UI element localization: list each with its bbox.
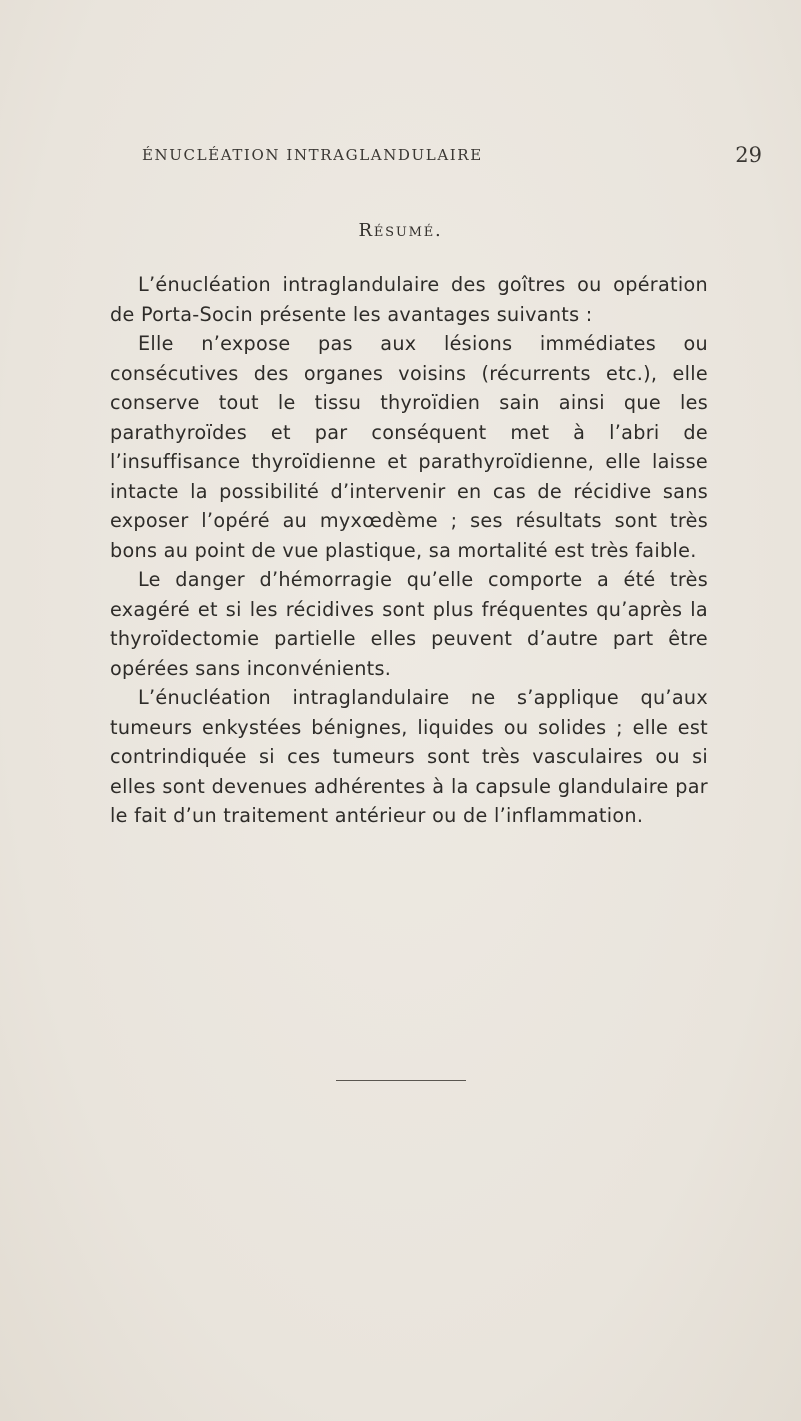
body-text [110,270,708,831]
section-title: Résumé. [358,220,443,241]
running-head-title: ÉNUCLÉATION INTRAGLANDULAIRE [142,146,483,164]
paragraph: L’énucléation intraglandulaire ne s’applique qu’aux tumeurs enkystées bénignes, liquides ou solides ; elle est contrindiquée si ces tumeurs sont très vasculaires ou si elles sont devenues adhérentes à la capsule glandulaire par le fait d’un traitement antérieur ou de l’inflammation. [110,686,708,827]
running-head [142,143,762,170]
end-rule [336,1080,466,1081]
page-number: 29 [735,143,762,167]
paragraph: L’énucléation intraglandulaire des goîtres ou opération de Porta-Socin présente les avantages suivants : [110,273,708,326]
paragraph: Elle n’expose pas aux lésions immédiates ou consécutives des organes voisins (récurrents etc.), elle conserve tout le tissu thyroïdien sain ainsi que les parathyroïdes et par conséquent met à l’abri de l’insuffisance thyroïdienne et parathyroïdienne, elle laisse intacte la possibilité d’intervenir en cas de récidive sans exposer l’opéré au myxœdème ; ses résultats sont très bons au point de vue plastique, sa mortalité est très faible. [110,332,708,562]
paragraph: Le danger d’hémorragie qu’elle comporte a été très exagéré et si les récidives sont plus fréquentes qu’après la thyroïdectomie partielle elles peuvent d’autre part être opérées sans inconvénients. [110,568,708,680]
